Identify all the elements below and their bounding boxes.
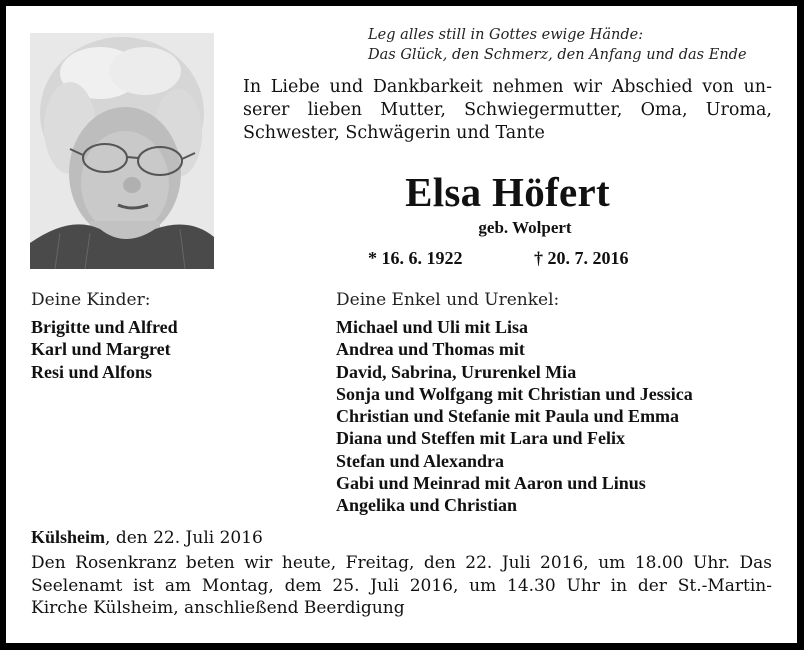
intro-line: Schwester, Schwägerin und Tante: [243, 123, 545, 143]
portrait-photo: [30, 33, 214, 269]
list-item: Diana und Steffen mit Lara und Felix: [336, 428, 626, 449]
notice-line: Kirche Külsheim, anschließend Beerdigung: [31, 598, 405, 618]
place-name: Külsheim: [31, 527, 106, 547]
birth-date: * 16. 6. 1922: [368, 248, 463, 268]
list-item: David, Sabrina, Ururenkel Mia: [336, 361, 577, 382]
list-item: Michael und Uli mit Lisa: [336, 317, 529, 337]
list-item: Andrea und Thomas mit: [336, 339, 525, 360]
place-date-line: [31, 526, 263, 549]
list-item: Gabi und Meinrad mit Aaron und Linus: [336, 473, 646, 494]
grandchildren-list: [336, 316, 693, 517]
list-item: Christian und Stefanie mit Paula und Emma: [336, 406, 680, 427]
intro-line: serer lieben Mutter, Schwiegermutter, Oma, Uroma,: [243, 100, 772, 120]
children-heading: Deine Kinder:: [31, 290, 151, 310]
children-list: [31, 316, 178, 383]
motto-line: Das Glück, den Schmerz, den Anfang und das Ende: [368, 47, 747, 63]
list-item: Karl und Margret: [31, 339, 171, 360]
service-notice: [31, 552, 772, 620]
list-item: Angelika und Christian: [336, 495, 518, 516]
list-item: Sonja und Wolfgang mit Christian und Jessica: [336, 383, 693, 404]
obituary-notice: [6, 6, 797, 643]
maiden-name: geb. Wolpert: [478, 218, 572, 237]
list-item: Brigitte und Alfred: [31, 317, 178, 337]
list-item: Resi und Alfons: [31, 361, 153, 382]
list-item: Stefan und Alexandra: [336, 450, 505, 471]
notice-line: Den Rosenkranz beten wir heute, Freitag, den 22. Juli 2016, um 18.00 Uhr. Das: [31, 553, 772, 573]
deceased-name: Elsa Höfert: [405, 169, 610, 215]
grandchildren-heading: Deine Enkel und Urenkel:: [336, 290, 560, 310]
notice-line: Seelenamt ist am Montag, dem 25. Juli 2016, um 14.30 Uhr in der St.-Martin-: [31, 575, 772, 596]
motto-verse: [368, 25, 747, 65]
intro-text: [243, 76, 772, 145]
motto-line: Leg alles still in Gottes ewige Hände:: [368, 27, 644, 43]
death-date: † 20. 7. 2016: [534, 248, 629, 268]
intro-line: In Liebe und Dankbarkeit nehmen wir Abschied von un-: [243, 77, 772, 97]
date-text: , den 22. Juli 2016: [105, 528, 263, 548]
portrait-image-icon: [30, 33, 214, 269]
